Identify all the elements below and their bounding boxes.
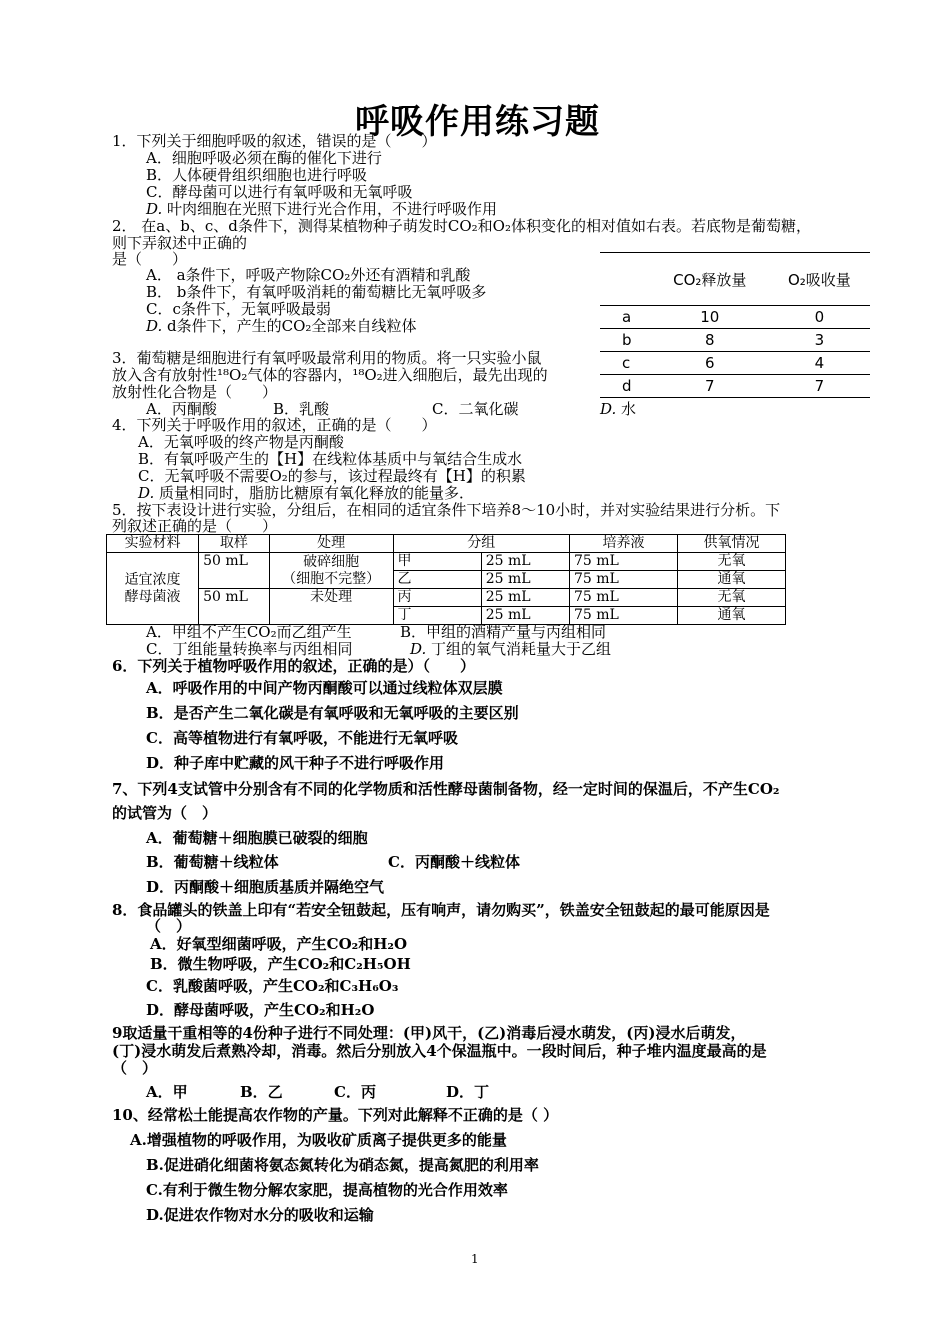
table-header: 培养液 <box>569 535 677 553</box>
option-text: 质量相同时，脂肪比糖原有氧化释放的能量多． <box>159 484 475 502</box>
table-cell: 7 <box>651 375 769 398</box>
gas-exchange-table <box>600 252 870 398</box>
question-8-option-b: B．微生物呼吸，产生CO₂和C₂H₅OH <box>150 955 411 973</box>
sample-cell: 50 mL <box>199 589 270 625</box>
question-4-option-c: C．无氧呼吸不需要O₂的参与，该过程最终有【H】的积累 <box>138 467 526 485</box>
question-1-option-d <box>146 200 497 218</box>
question-2-option-b: B． b条件下，有氧呼吸消耗的葡萄糖比无氧呼吸多 <box>146 283 487 301</box>
question-2-option-c: C．c条件下，无氧呼吸最弱 <box>146 300 331 318</box>
question-4-stem: 4．下列关于呼吸作用的叙述，正确的是（ ） <box>112 416 437 434</box>
table-header: 实验材料 <box>107 535 199 553</box>
table-header: 处理 <box>269 535 393 553</box>
table-cell: b <box>600 329 651 352</box>
page-number: 1 <box>471 1252 479 1266</box>
medium-cell: 75 mL <box>569 553 677 571</box>
question-5-option-d <box>410 640 611 658</box>
oxygen-cell: 通氧 <box>678 571 786 589</box>
table-row <box>600 329 870 352</box>
sample-cell: 50 mL <box>199 553 270 589</box>
question-10-option-c: C.有利于微生物分解农家肥，提高植物的光合作用效率 <box>146 1181 508 1199</box>
option-letter: D. <box>600 400 617 418</box>
question-7-option-b: B．葡萄糖＋线粒体 <box>146 853 279 871</box>
question-9-option-c: C．丙 <box>334 1083 376 1101</box>
question-7-stem-line-2: 的试管为（ ） <box>112 804 218 822</box>
question-3-option-b: B．乳酸 <box>273 400 330 418</box>
question-9-option-b: B．乙 <box>240 1083 283 1101</box>
table-row <box>600 352 870 375</box>
volume-cell: 25 mL <box>481 553 569 571</box>
medium-cell: 75 mL <box>569 589 677 607</box>
question-3-option-d <box>600 400 636 418</box>
question-5-option-b: B．甲组的酒精产量与丙组相同 <box>400 623 607 641</box>
option-text: 丁组的氧气消耗量大于乙组 <box>431 640 612 658</box>
table-cell: 0 <box>769 306 870 329</box>
table-header: CO₂释放量 <box>651 253 769 306</box>
question-3-stem-line-1: 3．葡萄糖是细胞进行有氧呼吸最常利用的物质。将一只实验小鼠 <box>112 349 542 367</box>
question-5-stem-line-2: 列叙述正确的是（ ） <box>112 517 278 535</box>
question-7-stem-line-1: 7、下列4支试管中分别含有不同的化学物质和活性酵母菌制备物，经一定时间的保温后，不产生CO₂ <box>112 780 780 798</box>
question-6-option-a: A．呼吸作用的中间产物丙酮酸可以通过线粒体双层膜 <box>146 679 503 697</box>
question-3-stem-line-2: 放入含有放射性¹⁸O₂气体的容器内，¹⁸O₂进入细胞后，最先出现的 <box>112 366 548 384</box>
question-1-option-a: A．细胞呼吸必须在酶的催化下进行 <box>146 149 382 167</box>
question-2-option-d <box>146 317 416 335</box>
question-2-stem-line-3: 是（ ） <box>112 250 188 268</box>
question-9-option-d: D．丁 <box>446 1083 490 1101</box>
table-row <box>107 553 786 571</box>
table-header: 分组 <box>393 535 569 553</box>
volume-cell: 25 mL <box>481 571 569 589</box>
option-letter: D. <box>138 484 155 502</box>
option-letter: D. <box>146 317 163 335</box>
question-1-option-b: B．人体硬骨组织细胞也进行呼吸 <box>146 166 368 184</box>
question-1-option-c: C．酵母菌可以进行有氧呼吸和无氧呼吸 <box>146 183 413 201</box>
table-cell: d <box>600 375 651 398</box>
question-9-option-a: A．甲 <box>146 1083 188 1101</box>
option-letter: D. <box>410 640 427 658</box>
question-1-stem: 1．下列关于细胞呼吸的叙述，错误的是（ ） <box>112 132 437 150</box>
table-header: 供氧情况 <box>678 535 786 553</box>
treatment-cell: 未处理 <box>269 589 393 625</box>
page-title: 呼吸作用练习题 <box>355 102 600 142</box>
question-6-option-d: D．种子库中贮藏的风干种子不进行呼吸作用 <box>146 754 445 772</box>
option-text: d条件下，产生的CO₂全部来自线粒体 <box>167 317 417 335</box>
question-7-option-a: A．葡萄糖＋细胞膜已破裂的细胞 <box>146 829 368 847</box>
table-cell: 4 <box>769 352 870 375</box>
oxygen-cell: 通氧 <box>678 607 786 625</box>
question-8-option-d: D．酵母菌呼吸，产生CO₂和H₂O <box>146 1001 375 1019</box>
table-row <box>600 375 870 398</box>
question-9-stem-line-2: (丁)浸水萌发后煮熟冷却，消毒。然后分别放入4个保温瓶中。一段时间后，种子堆内温度最高的是 <box>112 1042 767 1060</box>
question-8-stem-line-1: 8．食品罐头的铁盖上印有“若安全钮鼓起，压有响声，请勿购买”，铁盖安全钮鼓起的最可能原因是 <box>112 901 770 919</box>
question-9-stem-line-3: （ ） <box>112 1059 158 1077</box>
table-cell: 10 <box>651 306 769 329</box>
question-4-option-b: B．有氧呼吸产生的【H】在线粒体基质中与氧结合生成水 <box>138 450 523 468</box>
option-text: 叶肉细胞在光照下进行光合作用，不进行呼吸作用 <box>167 200 498 218</box>
question-6-stem: 6．下列关于植物呼吸作用的叙述，正确的是）（ ） <box>112 657 475 675</box>
question-5-stem-line-1: 5．按下表设计进行实验，分组后，在相同的适宜条件下培养8～10小时，并对实验结果进行分析。下 <box>112 501 781 519</box>
question-6-option-b: B．是否产生二氧化碳是有氧呼吸和无氧呼吸的主要区别 <box>146 704 519 722</box>
question-10-stem: 10、经常松土能提高农作物的产量。下列对此解释不正确的是（ ） <box>112 1106 559 1124</box>
question-8-option-a: A．好氧型细菌呼吸，产生CO₂和H₂O <box>150 935 408 953</box>
question-4-option-d <box>138 484 474 502</box>
question-8-option-c: C．乳酸菌呼吸，产生CO₂和C₃H₆O₃ <box>146 977 399 995</box>
oxygen-cell: 无氧 <box>678 553 786 571</box>
question-3-stem-line-3: 放射性化合物是（ ） <box>112 383 278 401</box>
question-7-option-d: D．丙酮酸＋细胞质基质并隔绝空气 <box>146 878 385 896</box>
treatment-cell: 破碎细胞 （细胞不完整） <box>269 553 393 589</box>
question-3-option-a: A．丙酮酸 <box>146 400 217 418</box>
question-4-option-a: A．无氧呼吸的终产物是丙酮酸 <box>138 433 344 451</box>
table-cell: a <box>600 306 651 329</box>
group-cell: 乙 <box>393 571 481 589</box>
question-5-option-a: A．甲组不产生CO₂而乙组产生 <box>146 623 352 641</box>
volume-cell: 25 mL <box>481 607 569 625</box>
question-3-option-c: C．二氧化碳 <box>432 400 519 418</box>
group-cell: 丁 <box>393 607 481 625</box>
table-header: 取样 <box>199 535 270 553</box>
option-letter: D. <box>146 200 163 218</box>
question-2-stem-line-2: 则下弄叙述中正确的 <box>112 234 248 252</box>
question-7-option-c: C．丙酮酸＋线粒体 <box>388 853 520 871</box>
question-2-stem-line-1: 2． 在a、b、c、d条件下，测得某植物种子萌发时CO₂和O₂体积变化的相对值如右表。若底物是葡萄糖， <box>112 217 811 235</box>
table-header: O₂吸收量 <box>769 253 870 306</box>
table-cell: 6 <box>651 352 769 375</box>
question-10-option-b: B.促进硝化细菌将氨态氮转化为硝态氮，提高氮肥的利用率 <box>146 1156 539 1174</box>
table-cell: 7 <box>769 375 870 398</box>
material-cell: 适宜浓度 酵母菌液 <box>107 553 199 625</box>
group-cell: 甲 <box>393 553 481 571</box>
question-9-stem-line-1: 9取适量干重相等的4份种子进行不同处理：(甲)风干，(乙)消毒后浸水萌发，(丙)浸水后萌发， <box>112 1024 746 1042</box>
question-2-option-a: A． a条件下，呼吸产物除CO₂外还有酒精和乳酸 <box>146 266 471 284</box>
table-row <box>600 306 870 329</box>
question-5-option-c: C．丁组能量转换率与丙组相同 <box>146 640 353 658</box>
experiment-table <box>106 534 786 625</box>
medium-cell: 75 mL <box>569 571 677 589</box>
table-cell: 8 <box>651 329 769 352</box>
table-header <box>600 253 651 306</box>
table-row <box>107 589 786 607</box>
option-text: 水 <box>621 400 637 418</box>
table-cell: 3 <box>769 329 870 352</box>
medium-cell: 75 mL <box>569 607 677 625</box>
table-cell: c <box>600 352 651 375</box>
question-8-stem-line-2: （ ） <box>146 917 192 935</box>
question-10-option-a: A.增强植物的呼吸作用，为吸收矿质离子提供更多的能量 <box>130 1131 507 1149</box>
oxygen-cell: 无氧 <box>678 589 786 607</box>
volume-cell: 25 mL <box>481 589 569 607</box>
group-cell: 丙 <box>393 589 481 607</box>
question-6-option-c: C．高等植物进行有氧呼吸，不能进行无氧呼吸 <box>146 729 458 747</box>
question-10-option-d: D.促进农作物对水分的吸收和运输 <box>146 1206 374 1224</box>
